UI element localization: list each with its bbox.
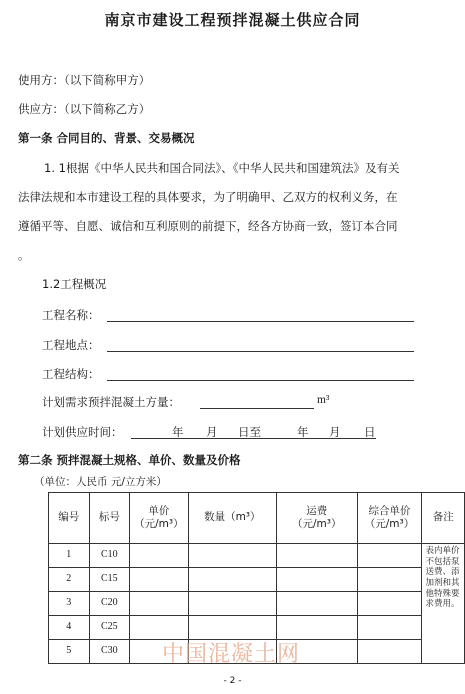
- row-grade: C15: [89, 568, 130, 592]
- volume-unit: m³: [317, 394, 330, 406]
- watermark: 中国混凝土网: [162, 642, 301, 667]
- header-quantity: 数量（m³）: [188, 493, 276, 544]
- project-name-field[interactable]: [107, 321, 414, 322]
- table-row: [49, 568, 465, 592]
- table-row: [49, 616, 465, 640]
- supply-time-label: 计划供应时间：: [42, 425, 123, 439]
- unit-price-cell[interactable]: [130, 616, 188, 640]
- row-no: 3: [49, 592, 90, 616]
- row-no: 1: [49, 544, 90, 568]
- row-no: 5: [49, 640, 90, 664]
- total-price-cell[interactable]: [357, 568, 422, 592]
- party-a-line: 使用方：（以下简称甲方）: [18, 73, 151, 87]
- header-remarks: 备注: [422, 493, 465, 544]
- remarks-text: 表内单价不包括泵送费、添加剂和其他特殊要求费用。: [425, 546, 460, 610]
- article1-heading: 第一条 合同目的、背景、交易概况: [18, 131, 195, 145]
- total-price-cell[interactable]: [357, 640, 422, 664]
- total-price-cell[interactable]: [357, 544, 422, 568]
- remarks-cell: [422, 544, 465, 664]
- freight-cell[interactable]: [276, 592, 357, 616]
- unit-note: （单位：人民币 元/立方米）: [34, 476, 167, 488]
- freight-cell[interactable]: [276, 568, 357, 592]
- freight-cell[interactable]: [276, 544, 357, 568]
- row-grade: C10: [89, 544, 130, 568]
- row-no: 4: [49, 616, 90, 640]
- project-location-label: 工程地点：: [42, 338, 100, 352]
- project-structure-field[interactable]: [107, 380, 414, 381]
- page-number: - 2 -: [223, 676, 242, 686]
- project-name-label: 工程名称：: [42, 308, 100, 322]
- party-b-line: 供应方：（以下简称乙方）: [18, 102, 151, 116]
- quantity-cell[interactable]: [188, 544, 276, 568]
- project-structure-label: 工程结构：: [42, 367, 100, 381]
- supply-end-day: 日: [364, 425, 376, 439]
- project-location-field[interactable]: [107, 351, 414, 352]
- total-price-cell[interactable]: [357, 592, 422, 616]
- project-overview-heading: 1.2工程概况: [42, 277, 107, 291]
- quantity-cell[interactable]: [188, 616, 276, 640]
- total-price-cell[interactable]: [357, 616, 422, 640]
- supply-start-day-to: 日至: [238, 425, 261, 439]
- freight-cell[interactable]: [276, 616, 357, 640]
- document-title: 南京市建设工程预拌混凝土供应合同: [104, 11, 361, 29]
- article2-heading: 第二条 预拌混凝土规格、单价、数量及价格: [18, 453, 241, 467]
- table-header-row: [49, 493, 465, 544]
- article1-paragraph-line3: 遵循平等、自愿、诚信和互利原则的前提下，经各方协商一致，签订本合同: [18, 219, 398, 233]
- unit-price-cell[interactable]: [130, 592, 188, 616]
- quantity-cell[interactable]: [188, 592, 276, 616]
- header-unit-price: 单价（元/m³）: [130, 493, 188, 544]
- row-grade: C20: [89, 592, 130, 616]
- quantity-cell[interactable]: [188, 568, 276, 592]
- table-row: [49, 544, 465, 568]
- table-row: [49, 592, 465, 616]
- supply-start-year: 年: [172, 425, 184, 439]
- article1-paragraph-line1: 1. 1根据《中华人民共和国合同法》、《中华人民共和国建筑法》及有关: [44, 161, 400, 175]
- header-label: 标号: [89, 493, 130, 544]
- header-total-price: 综合单价（元/m³）: [357, 493, 422, 544]
- supply-end-year: 年: [297, 425, 309, 439]
- row-grade: C30: [89, 640, 130, 664]
- unit-price-cell[interactable]: [130, 544, 188, 568]
- row-grade: C25: [89, 616, 130, 640]
- header-freight: 运费（元/m³）: [276, 493, 357, 544]
- planned-volume-label: 计划需求预拌混凝土方量：: [42, 395, 180, 409]
- supply-start-month: 月: [206, 425, 218, 439]
- unit-price-cell[interactable]: [130, 568, 188, 592]
- header-no: 编号: [49, 493, 90, 544]
- supply-end-month: 月: [329, 425, 341, 439]
- row-no: 2: [49, 568, 90, 592]
- planned-volume-field[interactable]: [200, 408, 314, 409]
- article1-paragraph-line2: 法律法规和本市建设工程的具体要求，为了明确甲、乙双方的权利义务，在: [18, 190, 398, 204]
- article1-paragraph-line4: 。: [18, 248, 30, 262]
